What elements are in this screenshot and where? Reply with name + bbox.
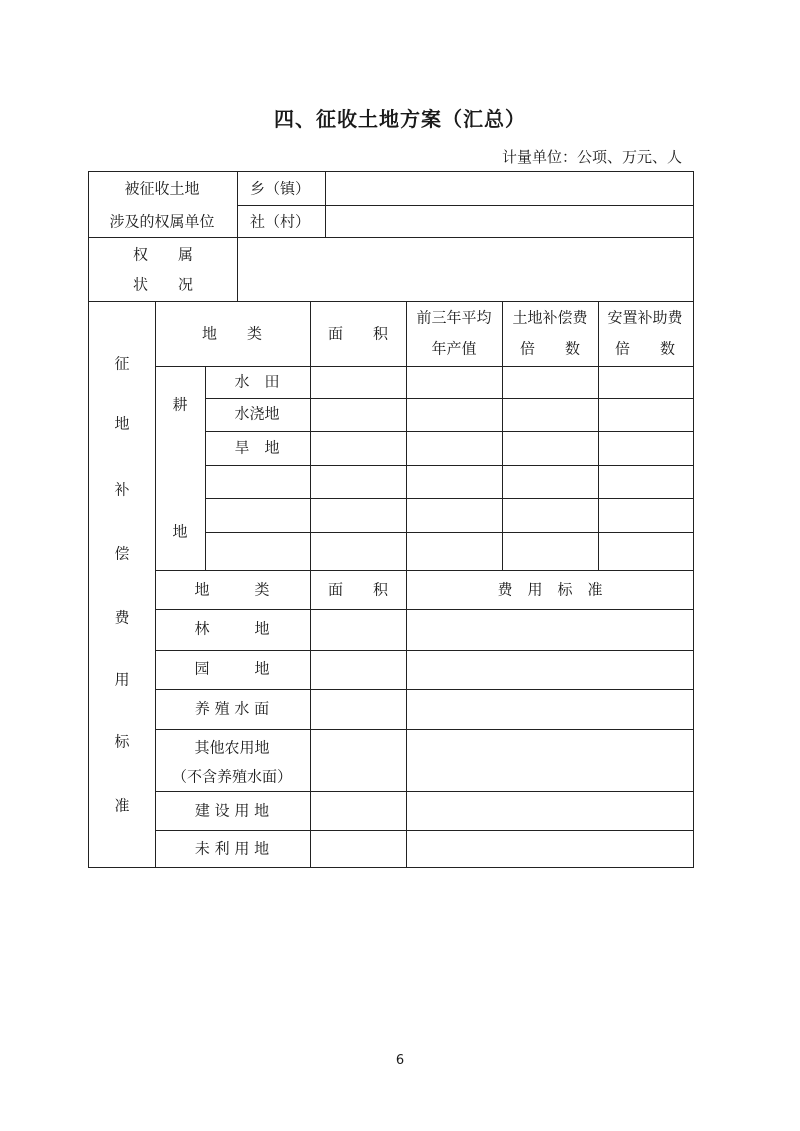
arable-label-char2: 地 — [172, 522, 188, 541]
grid-line — [237, 205, 693, 206]
land-type-header-2: 地 类 — [194, 580, 270, 599]
grid-line — [89, 237, 693, 238]
area-header: 面 积 — [327, 324, 389, 343]
grid-line — [205, 532, 693, 533]
side-label-char: 地 — [114, 414, 130, 433]
grid-line — [155, 570, 693, 571]
grid-line — [325, 172, 326, 237]
side-label-char: 征 — [114, 354, 130, 373]
grid-line — [205, 398, 693, 399]
owner-label-line1: 被征收土地 — [124, 179, 200, 198]
resettle-header-line1: 安置补助费 — [607, 308, 683, 327]
forest-land-label: 林 地 — [194, 619, 270, 638]
grid-line — [155, 689, 693, 690]
grid-line — [155, 609, 693, 610]
dry-land-label: 旱 地 — [234, 438, 280, 457]
township-label: 乡（镇） — [249, 179, 311, 198]
paddy-field-label: 水 田 — [234, 372, 280, 391]
side-label-char: 费 — [114, 608, 130, 627]
area-header-2: 面 积 — [327, 580, 389, 599]
grid-line — [155, 301, 156, 867]
land-requisition-table — [88, 171, 694, 868]
avg-output-header-line2: 年产值 — [431, 339, 477, 358]
grid-line — [310, 301, 311, 867]
grid-line — [502, 301, 503, 570]
grid-line — [237, 172, 238, 301]
grid-line — [155, 830, 693, 831]
side-label-char: 用 — [114, 670, 130, 689]
land-type-header: 地 类 — [201, 324, 263, 343]
measurement-unit: 计量单位：公项、万元、人 — [501, 148, 682, 166]
page-title: 四、征收土地方案（汇总） — [274, 107, 526, 131]
other-ag-label-line2: （不含养殖水面） — [171, 767, 293, 786]
other-ag-label-line1: 其他农用地 — [194, 738, 270, 757]
owner-label-line2: 涉及的权属单位 — [109, 212, 215, 231]
grid-line — [155, 791, 693, 792]
ownership-label-line1: 权 属 — [132, 245, 194, 264]
fee-standard-header: 费 用 标 准 — [497, 580, 603, 599]
resettle-header-line2: 倍 数 — [614, 339, 676, 358]
unused-land-label: 未 利 用 地 — [194, 839, 270, 858]
land-comp-header-line2: 倍 数 — [519, 339, 581, 358]
side-label-char: 标 — [114, 732, 130, 751]
grid-line — [155, 366, 693, 367]
avg-output-header-line1: 前三年平均 — [416, 308, 492, 327]
ownership-label-line2: 状 况 — [132, 275, 194, 294]
grid-line — [205, 498, 693, 499]
grid-line — [155, 650, 693, 651]
grid-line — [406, 301, 407, 867]
page-number: 6 — [395, 1053, 405, 1068]
side-label-char: 补 — [114, 480, 130, 499]
irrigated-land-label: 水浇地 — [234, 404, 280, 423]
construction-land-label: 建 设 用 地 — [194, 801, 270, 820]
arable-label-char1: 耕 — [172, 395, 188, 414]
grid-line — [205, 431, 693, 432]
land-comp-header-line1: 土地补偿费 — [512, 308, 588, 327]
grid-line — [598, 301, 599, 570]
grid-line — [155, 729, 693, 730]
grid-line — [205, 465, 693, 466]
garden-land-label: 园 地 — [194, 659, 270, 678]
grid-line — [205, 366, 206, 570]
village-label: 社（村） — [249, 212, 311, 231]
side-label-char: 偿 — [114, 544, 130, 563]
grid-line — [89, 301, 693, 302]
aquaculture-label: 养 殖 水 面 — [194, 699, 270, 718]
side-label-char: 准 — [114, 796, 130, 815]
